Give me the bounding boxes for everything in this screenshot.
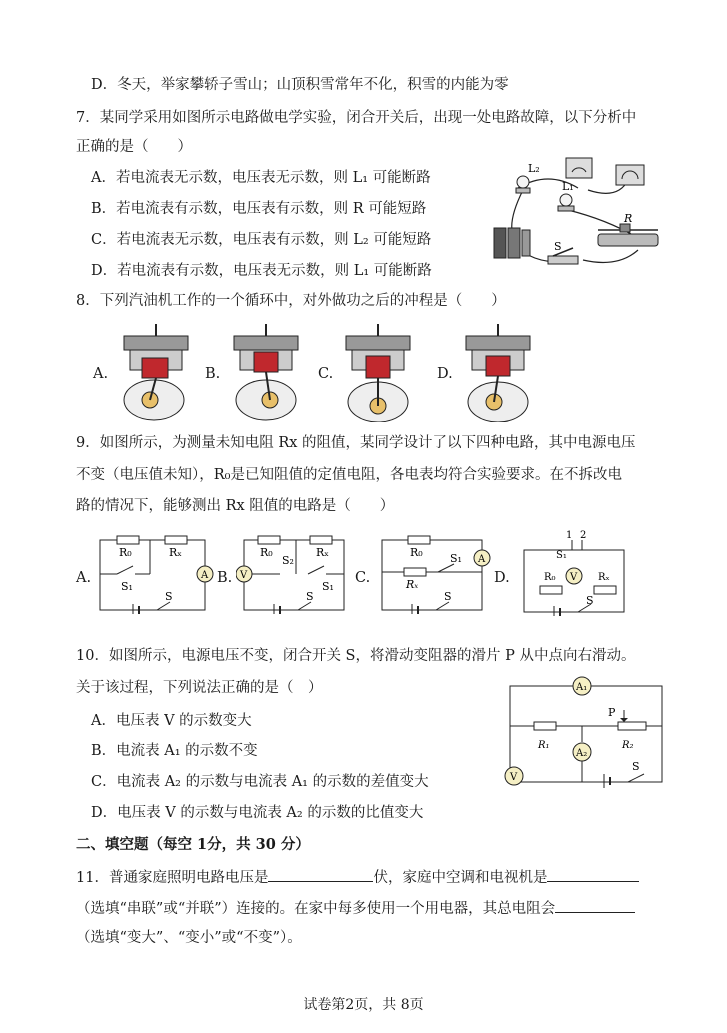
q10-v: V xyxy=(510,772,518,783)
q8-label-c: C. xyxy=(318,366,334,382)
q9d-s: S xyxy=(586,594,594,607)
q9c-s1: S₁ xyxy=(450,552,462,565)
q9c-rx: Rₓ xyxy=(406,578,419,591)
q10-p: P xyxy=(608,706,616,719)
label-l2: L₂ xyxy=(528,162,540,175)
page-footer: 试卷第2页，共 8页 xyxy=(303,997,424,1013)
q9d-r0: R₀ xyxy=(544,572,556,583)
q9c-r0: R₀ xyxy=(410,546,423,559)
q9-circuit-a xyxy=(95,534,215,614)
q7-stem-1: 7．某同学采用如图所示电路做电学实验，闭合开关后，出现一处电路故障，以下分析中 xyxy=(76,110,637,126)
q11-blank-3[interactable] xyxy=(555,897,635,913)
q9b-voltmeter: V xyxy=(240,570,248,581)
engine-a-icon xyxy=(116,322,196,422)
q9-label-d: D. xyxy=(494,570,510,586)
q9d-rx: Rₓ xyxy=(598,572,610,583)
q10-s: S xyxy=(632,760,640,773)
q8-label-a: A. xyxy=(93,366,109,382)
q8-label-b: B. xyxy=(205,366,221,382)
q9-label-b: B. xyxy=(217,570,233,586)
q10-a1: A₁ xyxy=(576,682,588,693)
engine-b-icon xyxy=(226,322,306,422)
engine-c-icon xyxy=(338,322,418,422)
q9b-rx: Rₓ xyxy=(316,546,329,559)
q10-r1: R₁ xyxy=(538,740,550,751)
q11-line-2 xyxy=(76,897,635,919)
q9d-voltmeter: V xyxy=(570,572,578,583)
q9c-ammeter: A xyxy=(478,554,486,565)
label-r: R xyxy=(624,212,633,225)
q7-option-c: C．若电流表无示数，电压表有示数，则 L₂ 可能短路 xyxy=(91,232,432,248)
q8-label-d: D. xyxy=(437,366,453,382)
q10-option-c: C．电流表 A₂ 的示数与电流表 A₁ 的示数的差值变大 xyxy=(91,774,429,790)
q11-part-3: （选填“串联”或“并联”）连接的。在家中每多使用一个用电器，其总电阻会 xyxy=(76,901,556,917)
q9a-r0: R₀ xyxy=(119,546,132,559)
section-2-title: 二、填空题（每空 1分，共 30 分） xyxy=(76,836,310,853)
q9-label-a: A. xyxy=(76,570,92,586)
q9-circuit-b xyxy=(236,534,356,614)
q10-stem-1: 10．如图所示，电源电压不变，闭合开关 S，将滑动变阻器的滑片 P 从中点向右滑动。 xyxy=(76,648,636,664)
q10-option-a: A．电压表 V 的示数变大 xyxy=(91,713,252,729)
q9a-s1: S₁ xyxy=(121,580,133,593)
q9b-s: S xyxy=(306,590,314,603)
q7-option-b: B．若电流表有示数，电压表有示数，则 R 可能短路 xyxy=(91,201,427,217)
q6-option-d: D．冬天，举家攀轿子雪山；山顶积雪常年不化，积雪的内能为零 xyxy=(91,77,509,93)
engine-d-icon xyxy=(458,322,538,422)
q9d-terminal-1: 1 xyxy=(566,530,573,541)
q7-option-d: D．若电流表有示数，电压表无示数，则 L₁ 可能断路 xyxy=(91,263,432,279)
q9d-terminal-2: 2 xyxy=(580,530,587,541)
q9a-ammeter: A xyxy=(201,570,209,581)
q10-r2: R₂ xyxy=(622,740,634,751)
q9c-s: S xyxy=(444,590,452,603)
q9a-s: S xyxy=(165,590,173,603)
q7-option-a: A．若电流表无示数，电压表无示数，则 L₁ 可能断路 xyxy=(91,170,431,186)
q9-circuit-d xyxy=(516,528,636,616)
q9d-s1: S₁ xyxy=(556,550,567,561)
q10-a2: A₂ xyxy=(576,748,588,759)
q10-option-d: D．电压表 V 的示数与电流表 A₂ 的示数的比值变大 xyxy=(91,805,424,821)
label-l1: L₁ xyxy=(562,180,574,193)
q11-blank-2[interactable] xyxy=(547,866,639,882)
q9b-s1: S₁ xyxy=(322,580,334,593)
q11-part-1: 11．普通家庭照明电路电压是 xyxy=(76,870,269,886)
q9-stem-3: 路的情况下，能够测出 Rx 阻值的电路是（ ） xyxy=(76,498,395,514)
q11-part-2: 伏，家庭中空调和电视机是 xyxy=(373,870,548,886)
q11-blank-1[interactable] xyxy=(268,866,373,882)
q7-stem-2: 正确的是（ ） xyxy=(76,139,192,155)
q9b-s2: S₂ xyxy=(282,554,294,567)
q9-label-c: C. xyxy=(355,570,371,586)
q9-stem-1: 9．如图所示，为测量未知电阻 Rx 的阻值，某同学设计了以下四种电路，其中电源电压 xyxy=(76,435,636,451)
q11-line-1 xyxy=(76,866,639,888)
q9-stem-2: 不变（电压值未知），R₀是已知阻值的定值电阻，各电表均符合实验要求。在不拆改电 xyxy=(76,467,622,483)
label-s: S xyxy=(554,240,562,253)
q10-stem-2: 关于该过程，下列说法正确的是（ ） xyxy=(76,680,323,696)
q9a-rx: Rₓ xyxy=(169,546,182,559)
q10-option-b: B．电流表 A₁ 的示数不变 xyxy=(91,743,258,759)
q11-line-3: （选填“变大”、“变小”或“不变”）。 xyxy=(76,930,302,946)
q7-circuit-figure xyxy=(488,150,668,275)
q10-circuit-figure xyxy=(500,672,670,790)
q8-stem: 8．下列汽油机工作的一个循环中，对外做功之后的冲程是（ ） xyxy=(76,293,506,309)
q9b-r0: R₀ xyxy=(260,546,273,559)
q9-circuit-c xyxy=(374,534,494,614)
